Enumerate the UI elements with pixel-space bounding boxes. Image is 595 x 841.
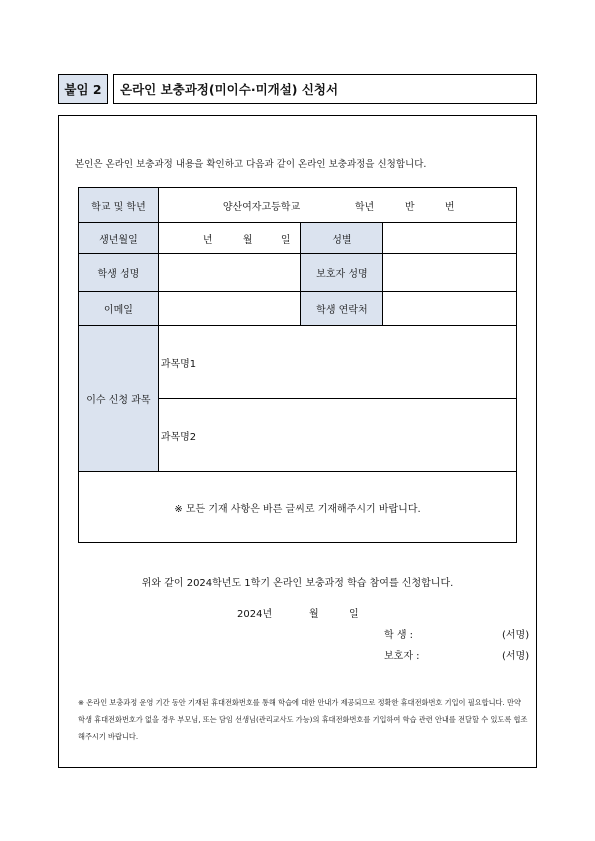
guardian-sign-label: 보호자 : [384,651,420,662]
footnote: ※ 온라인 보충과정 운영 기간 동안 기재된 휴대전화번호를 통해 학습에 대한 안내가 제공되므로 정확한 휴대전화번호 기입이 필요합니다. 만약 학생 휴대전화번호가 없을 경우 부모님, 또는 담임 선생님(관리교사도 가능)의 휴대전화번호를 기입하여 학습 관련 안내를 전달할 수 있도록 협조해주시기 바랍니다. [78,698,528,741]
birth-cell[interactable] [158,223,301,254]
gender-field[interactable] [383,223,517,254]
application-table [78,187,517,543]
email-label: 이메일 [79,292,159,326]
student-name-label: 학생 성명 [79,254,159,292]
email-field[interactable] [158,292,301,326]
birth-label: 생년월일 [79,223,159,254]
grade-label: 학년 [354,202,375,213]
attachment-tag: 붙임 2 [58,74,108,104]
course2-field[interactable] [158,399,516,472]
notice-text: ※ 모든 기재 사항은 바른 글씨로 기재해주시기 바랍니다. [79,472,517,543]
student-contact-label: 학생 연락처 [301,292,383,326]
student-contact-field[interactable] [383,292,517,326]
date-year: 2024년 [237,609,273,620]
class-label: 반 [404,202,415,213]
date-month: 월 [309,609,319,620]
intro-text: 본인은 온라인 보충과정 내용을 확인하고 다음과 같이 온라인 보충과정을 신청합니다. [75,159,427,170]
guardian-sign-mark[interactable]: (서명) [502,651,530,662]
course1-field[interactable] [158,326,516,399]
birth-day-label: 일 [280,235,291,246]
birth-year-label: 년 [202,235,213,246]
date-day: 일 [349,609,359,620]
student-sign-label: 학 생 : [384,630,414,641]
course-label: 이수 신청 과목 [79,326,159,472]
school-grade-cell[interactable] [158,188,516,223]
number-label: 번 [444,202,455,213]
page-title: 온라인 보충과정(미이수·미개설) 신청서 [113,74,537,104]
course1-label: 과목명1 [160,358,197,370]
school-label: 학교 및 학년 [79,188,159,223]
student-name-field[interactable] [158,254,301,292]
school-name: 양산여자고등학교 [222,202,301,213]
apply-statement: 위와 같이 2024학년도 1학기 온라인 보충과정 학습 참여를 신청합니다. [141,578,454,589]
guardian-name-field[interactable] [383,254,517,292]
guardian-name-label: 보호자 성명 [301,254,383,292]
gender-label: 성별 [301,223,383,254]
course2-label: 과목명2 [160,431,197,443]
birth-month-label: 월 [242,235,253,246]
student-sign-mark[interactable]: (서명) [502,630,530,641]
